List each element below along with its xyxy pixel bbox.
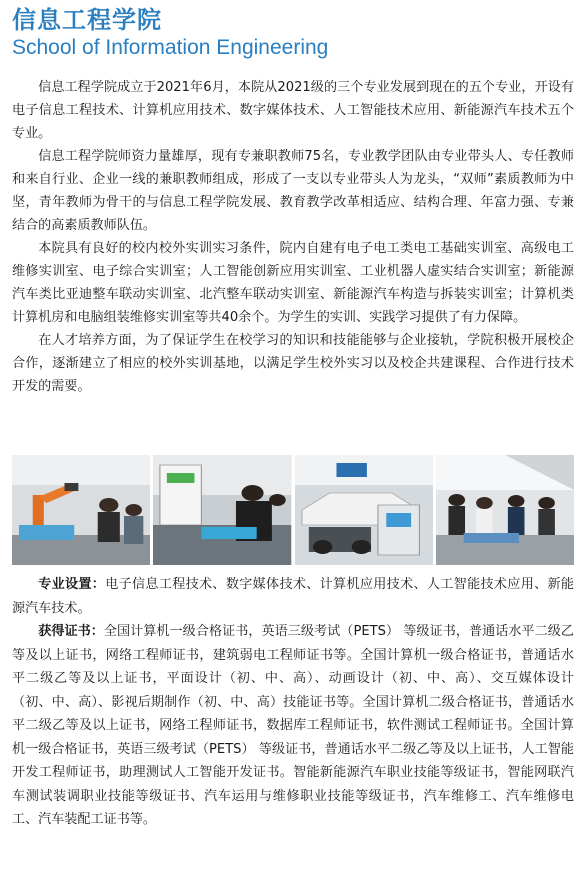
photo-training-room bbox=[436, 455, 574, 565]
photo-ev-lab bbox=[295, 455, 433, 565]
photo-strip bbox=[12, 455, 574, 565]
intro-section bbox=[12, 76, 574, 398]
page-title: 信息工程学院 bbox=[12, 6, 162, 34]
intro-paragraph-facilities: 本院具有良好的校内校外实训实习条件，院内自建有电子电工类电工基础实训室、高级电工维修实训室、电子综合实训室；人工智能创新应用实训室、工业机器人虚实结合实训室；新能源汽车类比亚迪整车联动实训室、北汽整车联动实训室、新能源汽车构造与拆装实训室；计算机类计算机房和电脑组装维修实训室等共40余个。为学生的实训、实践学习提供了有力保障。 bbox=[12, 241, 574, 325]
majors-label: 专业设置： bbox=[38, 577, 106, 592]
certificates-paragraph bbox=[12, 620, 574, 832]
page-subtitle: School of Information Engineering bbox=[12, 36, 329, 59]
majors-paragraph bbox=[12, 573, 574, 620]
intro-paragraph-faculty: 信息工程学院师资力量雄厚，现有专兼职教师75名，专业教学团队由专业带头人、专任教师和来自行业、企业一线的兼职教师组成，形成了一支以专业带头人为龙头，“双师”素质教师为中坚，青年教师为骨干的与信息工程学院发展、教育教学改革相适应、结构合理、年富力强、专兼结合的高素质教师队伍。 bbox=[12, 149, 574, 233]
programs-section bbox=[12, 573, 574, 832]
photo-robot-lab bbox=[12, 455, 150, 565]
page-header bbox=[12, 6, 328, 60]
certificates-text: 全国计算机一级合格证书，英语三级考试（PETS） 等级证书，普通话水平二级乙等及以上证书，网络工程师证书，建筑弱电工程师证书等。全国计算机一级合格证书，普通话水平二级乙等及以上证书，平面设计（初、中、高）、动画设计（初、中、高）、交互媒体设计（初、中、高）、影视后期制作（初、中、高）技能证书等。全国计算机二级合格证书，普通话水平二级乙等及以上证书，网络工程师证书，数据库工程师证书，软件测试工程师证书。全国计算机一级合格证书，英语三级考试（PETS） 等级证书，普通话水平二级乙等及以上证书，人工智能开发工程师证书，助理测试人工智能开发证书。智能新能源汽车职业技能等级证书，智能网联汽车测试装调职业技能等级证书、汽车运用与维修职业技能等级证书，汽车维修工、汽车维修电工、汽车装配工证书等。 bbox=[12, 624, 575, 827]
intro-paragraph-founding: 信息工程学院成立于2021年6月，本院从2021级的三个专业发展到现在的五个专业，开设有电子信息工程技术、计算机应用技术、数字媒体技术、人工智能技术应用、新能源汽车技术五个专业。 bbox=[12, 80, 574, 141]
majors-text: 电子信息工程技术、数字媒体技术、计算机应用技术、人工智能技术应用、新能源汽车技术。 bbox=[12, 577, 574, 616]
certificates-label: 获得证书： bbox=[38, 624, 104, 639]
photo-electronics-lab bbox=[153, 455, 291, 565]
intro-paragraph-cooperation: 在人才培养方面，为了保证学生在校学习的知识和技能能够与企业接轨，学院积极开展校企合作，逐渐建立了相应的校外实训基地，以满足学生校外实习以及校企共建课程、合作进行技术开发的需要。 bbox=[12, 333, 574, 394]
